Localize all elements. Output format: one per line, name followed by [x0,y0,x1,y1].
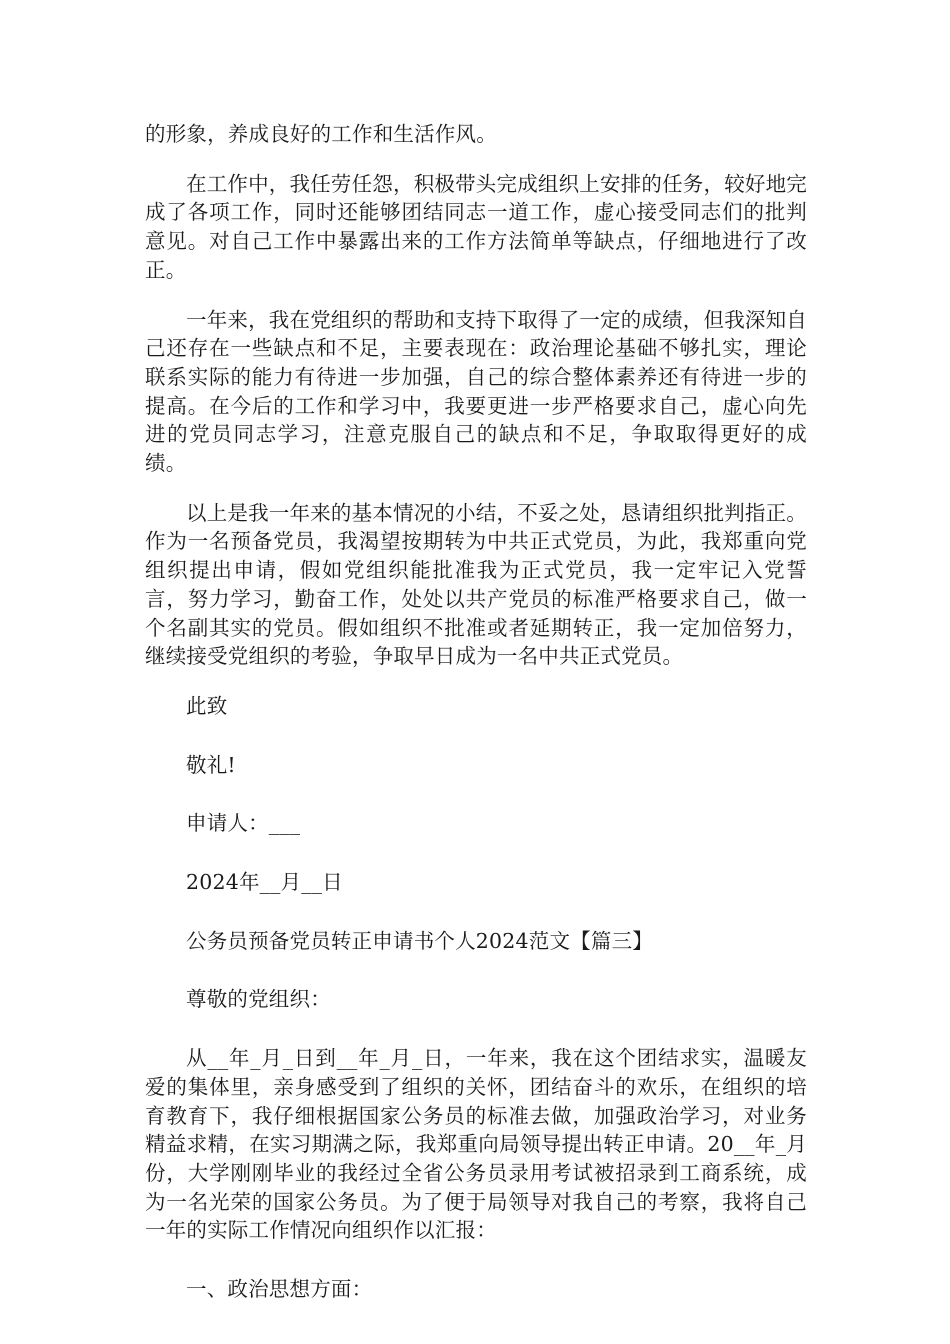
document-page [145,120,807,1334]
paragraph-shortcomings: 一年来，我在党组织的帮助和支持下取得了一定的成绩，但我深知自己还存在一些缺点和不足，主要表现在：政治理论基础不够扎实，理论联系实际的能力有待进一步加强，自己的综合整体素养还有待进一步的提高。在今后的工作和学习中，我要更进一步严格要求自己，虚心向先进的党员同志学习，注意克服自己的缺点和不足，争取取得更好的成绩。 [145,307,807,476]
paragraph-application: 以上是我一年来的基本情况的小结，不妥之处，恳请组织批判指正。作为一名预备党员，我渴望按期转为中共正式党员，为此，我郑重向党组织提出申请，假如党组织能批准我为正式党员，我一定牢记入党誓言，努力学习，勤奋工作，处处以共产党员的标准严格要求自己，做一个名副其实的党员。假如组织不批准或者延期转正，我一定加倍努力，继续接受党组织的考验，争取早日成为一名中共正式党员。 [145,500,807,669]
paragraph-work: 在工作中，我任劳任怨，积极带头完成组织上安排的任务，较好地完成了各项工作，同时还能够团结同志一道工作，虚心接受同志们的批判意见。对自己工作中暴露出来的工作方法简单等缺点，仔细地进行了改正。 [145,171,807,282]
closing-salutation: 此致 [186,693,228,718]
date-line: 2024年__月__日 [186,870,343,895]
paragraph-intro: 从__年_月_日到__年_月_日，一年来，我在这个团结求实，温暖友爱的集体里，亲身感受到了组织的关怀，团结奋斗的欢乐，在组织的培育教育下，我仔细根据国家公务员的标准去做，加强政治学习，对业务精益求精，在实习期满之际，我郑重向局领导提出转正申请。20__年_月份，大学刚刚毕业的我经过全省公务员录用考试被招录到工商系统，成为一名光荣的国家公务员。为了便于局领导对我自己的考察，我将自己一年的实际工作情况向组织作以汇报： [145,1046,807,1243]
closing-regards: 敬礼! [186,752,236,777]
applicant-line: 申请人：___ [186,811,301,836]
greeting: 尊敬的党组织： [186,987,331,1012]
paragraph-continuation: 的形象，养成良好的工作和生活作风。 [145,122,497,146]
heading-political: 一、政治思想方面： [186,1277,373,1302]
section-title: 公务员预备党员转正申请书个人2024范文【篇三】 [186,928,653,953]
